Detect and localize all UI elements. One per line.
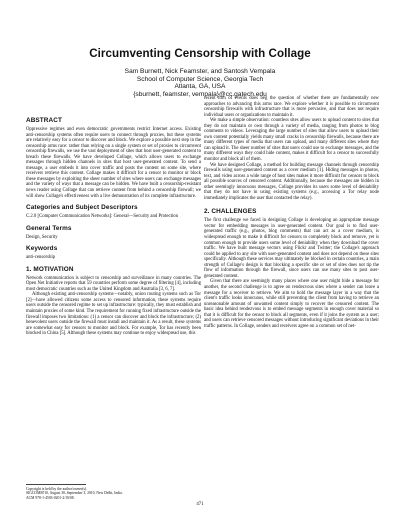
challenges-paragraph: The first challenge we faced in designing Collage is developing an appropriate message vector for embedding messages in user-generated content. Our goal is to find user-generated traffic (e.g., photos, blog comments) that can act as a cover medium, is widespread enough to make it difficult for censors to completely block and remove, yet is common enough to provide users some level of deniability when they download the cover traffic. We have built message vectors using Flickr and Twitter; the Collage's approach could be applied to any site with user-generated content and does not depend on these sites specifically. Although these services may ultimately be blocked in certain countries, a main strength of Collage's design is that blocking a specific site or set of sites does not tip the flow of information through the firewall, since users can use many sites to post user-generated content. [204, 218, 379, 279]
general-terms-section [26, 225, 201, 241]
footnote-line: Copyright is held by the author/owner(s). [26, 487, 88, 491]
challenges-heading: 2. CHALLENGES [204, 208, 257, 216]
footnote-line: SIGCOMM'10, August 30–September 3, 2010, New Delhi, India. [26, 491, 123, 496]
right-column [204, 96, 379, 329]
keywords-heading: Keywords [26, 245, 58, 253]
motivation-continued [204, 96, 379, 201]
footnote-rule [26, 484, 86, 485]
motivation-cont-paragraph: We make a simple observation: countless sites allow users to upload content to sites that they do not maintain or own through a variety of media, ranging from photos to blog comments to videos. Leveraging the large number of sites that allow users to upload their own content potentially yields many small cracks in censorship firewalls, because there are many different types of media that users can upload, and many different sites where they can upload it. The sheer number of sites that users could use to exchange messages, and the many different ways they could hide content, makes it difficult for a censor to successfully monitor and block all of them. [204, 118, 379, 163]
keywords-section [26, 245, 201, 261]
categories-text: C.2.0 [Computer Communication Networks]: General—Security and Protection [26, 214, 178, 220]
page-number: 471 [196, 502, 204, 507]
challenges-section [204, 208, 379, 329]
paper-title: Circumventing Censorship with Collage [89, 47, 311, 60]
challenges-paragraph: Given that there are seemingly many places where one user might hide a message for another, the second challenge is to agree on rendezvous sites where a sender can leave a message for a receiver to retrieve. We aim to hold the message layer in a way that the client's traffic looks innocuous, while still preventing the client from having to retrieve an unreasonable amount of unwanted content simply to recover the censored content. The basic idea behind rendezvous is to embed message segments in enough cover material so that it is difficult for the censor to block all segments, even if it joins the system as a user; and users can retrieve censored messages without introducing significant deviations in their traffic patterns. In Collage, senders and receivers agree on a common set of net- [204, 279, 379, 329]
general-terms-text: Design, Security [26, 234, 58, 240]
author-location: Atlanta, GA, USA [174, 83, 226, 91]
motivation-cont-paragraph: We have designed Collage, a method for building message channels through censorship firewalls using user-generated content as a cover medium [1]. Hiding messages in photos, text, and video across a wide range of host sites makes it more difficult for censors to block all possible sources of censored content. Additionally, because the messages are hidden in other seemingly innocuous messages, Collage provides its users some level of deniability that they do not have in using existing systems (e.g., accessing a Tor relay node immediately implicates the user that contacted the relay). [204, 162, 379, 201]
abstract-heading: ABSTRACT [26, 117, 62, 124]
left-column [26, 112, 201, 337]
author-emails: {sburnett, feamster, vempala}@cc.gatech.edu [133, 90, 267, 98]
author-names: Sam Burnett, Nick Feamster, and Santosh Vempala [124, 68, 276, 75]
motivation-paragraph: Network communication is subject to censorship and surveillance in many countries. The Open Net Initiative reports that 59 countries perform some degree of filtering [4], including most democratic countries such as the United Kingdom and Australia [3, 6, 7]. [26, 275, 201, 292]
categories-section [26, 204, 201, 220]
categories-heading: Categories and Subject Descriptors [26, 204, 138, 212]
footnote-line: ACM 978-1-4503-0201-2/10/08. [26, 495, 75, 500]
abstract-section [26, 117, 201, 199]
keywords-text: anti-censorship [26, 255, 56, 261]
motivation-cont-paragraph: recent turn of events does beg the question of whether there are fundamentally new approaches to advancing this arms race. We explore whether it is possible to circumvent censorship firewalls with infrastructure that is more pervasive, and that does not require individual users or organizations to maintain it. [204, 96, 379, 118]
general-terms-heading: General Terms [26, 224, 72, 232]
abstract-text: Oppressive regimes and even democratic governments restrict Internet access. Existing anti-censorship systems often require users to connect through proxies, but these systems are relatively easy for a censor to discover and block. We explore a possible next step in the censorship arms race: rather than relying on a single system or set of proxies to circumvent censorship firewalls, we use the vast deployment of sites that host user-generated content to breach these firewalls. We have developed Collage, which allows users to exchange messages through hidden channels in sites that host user-generated content. To send a message, a user embeds it into cover traffic and posts the content on some site, where receivers retrieve this content. Collage makes it difficult for a censor to monitor or block these messages by exploiting the sheer number of sites where users can exchange messages and the variety of ways that a message can be hidden. We have built a censorship-resistant news reader using Collage that can retrieve content from behind a censorship firewall; we will show Collage's effectiveness with a live demonstration of its complete infrastructure. [26, 127, 201, 199]
motivation-section [26, 266, 201, 337]
author-affiliation: School of Computer Science, Georgia Tech [136, 75, 264, 83]
motivation-heading: 1. MOTIVATION [26, 265, 74, 273]
motivation-paragraph: Although existing anti-censorship systems—notably, onion routing systems such as Tor [2]—have allowed citizens some access to censored information, these systems require users outside the censored regime to set up infrastructure: typically, they must establish and maintain proxies of some kind. The requirement for running fixed infrastructure outside the firewall imposes two limitations: (1) a censor can discover and block the infrastructure; (2) benevolent users outside the firewall must install and maintain it. As a result, these systems are somewhat easy for censors to monitor and block. For example, Tor has recently been blocked in China [5]. Although these systems may continue to enjoy widespread use, this [26, 292, 201, 337]
author-block [0, 68, 400, 98]
copyright-footnote [26, 484, 201, 500]
